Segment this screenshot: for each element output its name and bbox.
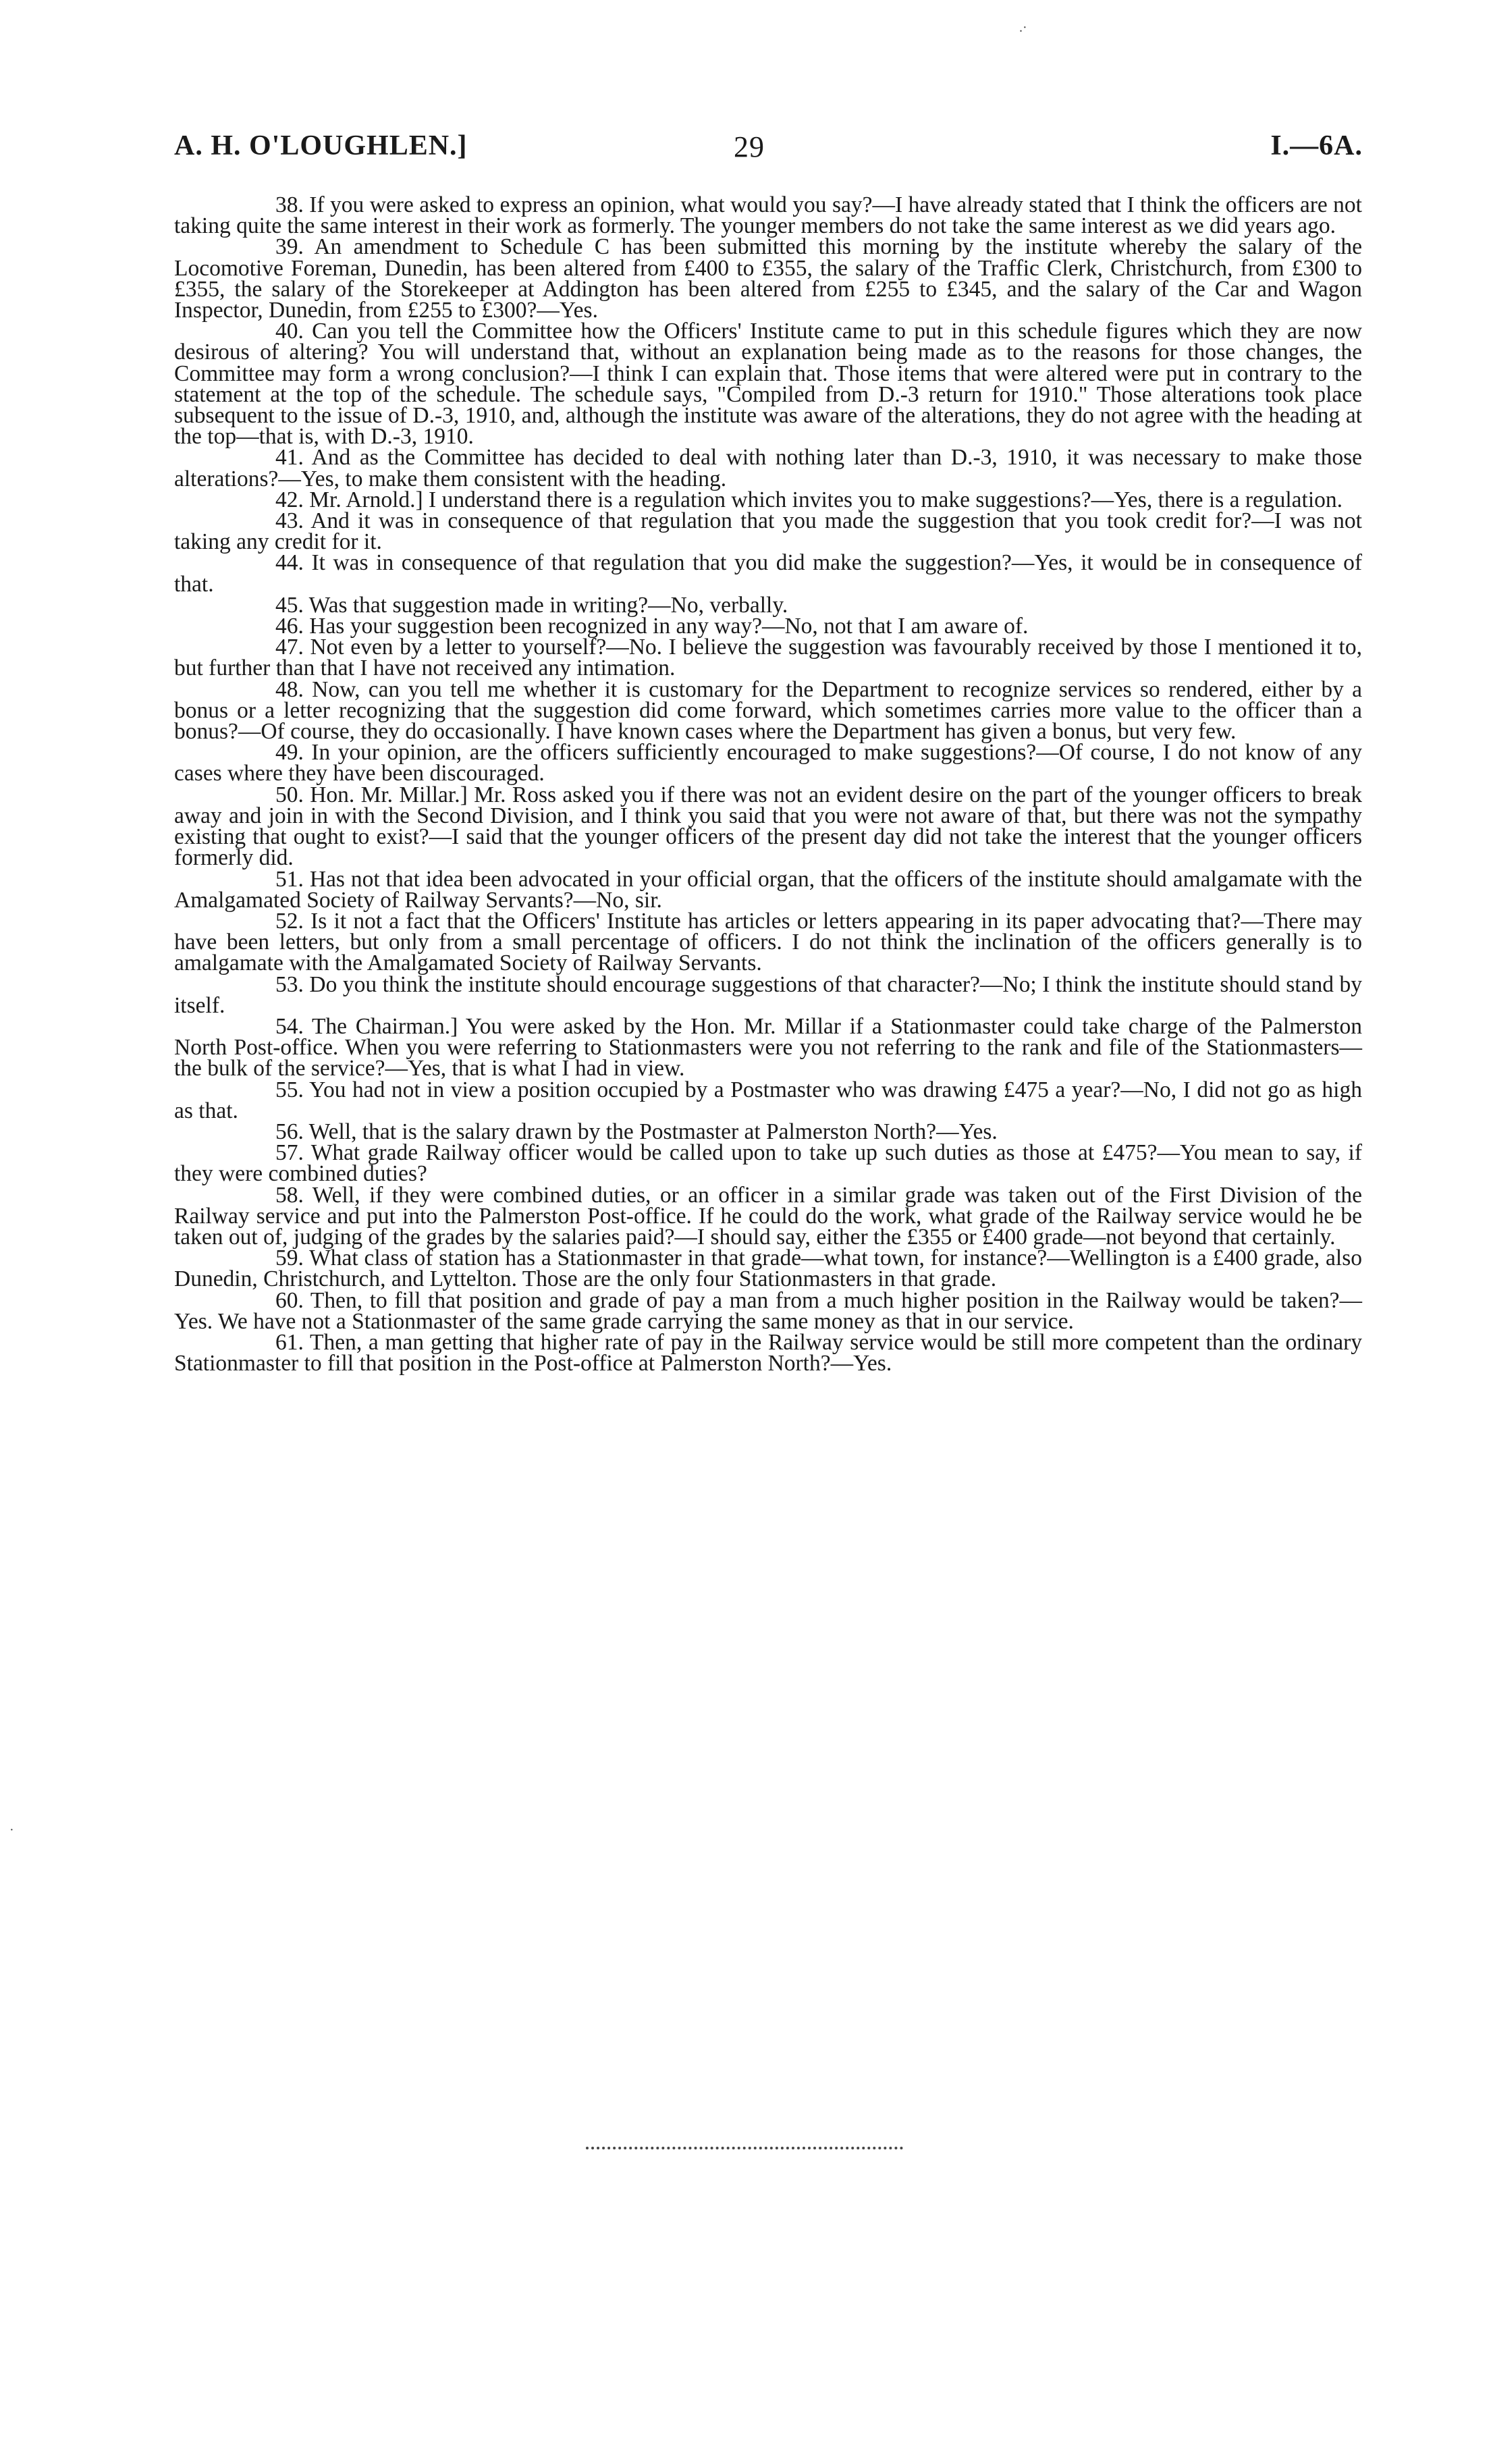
paragraph-44: 44. It was in consequence of that regulation that you did make the suggestion?—Yes, it would be in consequence of that.: [174, 550, 1362, 597]
paragraph-56: 56. Well, that is the salary drawn by the Postmaster at Palmerston North?—Yes.: [275, 1119, 998, 1144]
paragraph-42: 42. Mr. Arnold.] I understand there is a regulation which invites you to make suggestions?—Yes, there is a regulation.: [275, 487, 1343, 512]
paragraph-40: 40. Can you tell the Committee how the Officers' Institute came to put in this schedule figures which they are now desirous of altering? You will understand that, without an explanation being made as to the reasons for those changes, the Committee may form a wrong conclusion?—I think I can explain that. Those items that were altered were put in contrary to the statement at the top of the schedule. The schedule says, "Compiled from D.-3 return for 1910." Those alterations took place subsequent to the issue of D.-3, 1910, and, although the institute was aware of the alterations, they do not agree with the heading at the top—that is, with D.-3, 1910.: [174, 319, 1362, 450]
paragraph-38: 38. If you were asked to express an opinion, what would you say?—I have already stated that I think the officers are not taking quite the same interest in their work as formerly. The younger members do not take the same interest as we did years ago.: [174, 192, 1362, 239]
closing-dotted-rule: [586, 2147, 903, 2149]
paragraph-52: 52. Is it not a fact that the Officers' Institute has articles or letters appearing in its paper advocating that?—There may have been letters, but only from a small percentage of officers. I do not think the inclination of the officers generally is to amalgamate with the Amalgamated Society of Railway Servants.: [174, 908, 1362, 976]
paragraph-47: 47. Not even by a letter to yourself?—No. I believe the suggestion was favourably received by those I mentioned it to, but further than that I have not received any intimation.: [174, 635, 1362, 681]
paragraph-53: 53. Do you think the institute should encourage suggestions of that character?—No; I think the institute should stand by itself.: [174, 971, 1362, 1018]
paragraph-39: 39. An amendment to Schedule C has been submitted this morning by the institute whereby the salary of the Locomotive Foreman, Dunedin, has been altered from £400 to £355, the salary of the Traffic Clerk, Christchurch, from £300 to £355, the salary of the Storekeeper at Addington has been altered from £255 to £345, and the salary of the Car and Wagon Inspector, Dunedin, from £255 to £300?—Yes.: [174, 234, 1362, 323]
header-paper-reference: I.—6A.: [1270, 130, 1363, 161]
paragraph-55: 55. You had not in view a position occupied by a Postmaster who was drawing £475 a year?—No, I did not go as high as that.: [174, 1077, 1362, 1123]
paragraph-51: 51. Has not that idea been advocated in your official organ, that the officers of the institute should amalgamate with the Amalgamated Society of Railway Servants?—No, sir.: [174, 866, 1362, 913]
paragraph-59: 59. What class of station has a Stationmaster in that grade—what town, for instance?—Wellington is a £400 grade, also Dunedin, Christchurch, and Lyttelton. Those are the only four Stationmasters in that grade.: [174, 1246, 1362, 1292]
paragraph-61: 61. Then, a man getting that higher rate of pay in the Railway service would be still more competent than the ordinary Stationmaster to fill that position in the Post-office at Palmerston North?—Yes.: [174, 1329, 1362, 1376]
scan-speck: .·: [1019, 20, 1027, 35]
paragraph-49: 49. In your opinion, are the officers sufficiently encouraged to make suggestions?—Of course, I do not know of any cases where they have been discouraged.: [174, 740, 1362, 786]
scan-speck: ·: [9, 1823, 14, 1838]
paragraph-54: 54. The Chairman.] You were asked by the Hon. Mr. Millar if a Stationmaster could take charge of the Palmerston North Post-office. When you were referring to Stationmasters were you not referring to the rank and file of the Stationmasters—the bulk of the service?—Yes, that is what I had in view.: [174, 1013, 1362, 1081]
paragraph-45: 45. Was that suggestion made in writing?—No, verbally.: [275, 592, 788, 618]
evidence-body: [174, 194, 1362, 1374]
page-number: 29: [734, 130, 765, 163]
paragraph-43: 43. And it was in consequence of that regulation that you made the suggestion that you took credit for?—I was not taking any credit for it.: [174, 508, 1362, 555]
paragraph-60: 60. Then, to fill that position and grade of pay a man from a much higher position in the Railway would be taken?—Yes. We have not a Stationmaster of the same grade carrying the same money as that in our service.: [174, 1287, 1362, 1334]
header-witness-name: A. H. O'LOUGHLEN.]: [174, 130, 468, 161]
paragraph-48: 48. Now, can you tell me whether it is customary for the Department to recognize services so rendered, either by a bonus or a letter recognizing that the suggestion did come forward, which sometimes carries more value to the officer than a bonus?—Of course, they do occasionally. I have known cases where the Department has given a bonus, but very few.: [174, 676, 1362, 745]
paragraph-41: 41. And as the Committee has decided to deal with nothing later than D.-3, 1910, it was necessary to make those alterations?—Yes, to make them consistent with the heading.: [174, 445, 1362, 491]
paragraph-57: 57. What grade Railway officer would be called upon to take up such duties as those at £475?—You mean to say, if they were combined duties?: [174, 1140, 1362, 1187]
paragraph-58: 58. Well, if they were combined duties, or an officer in a similar grade was taken out of the First Division of the Railway service and put into the Palmerston Post-office. If he could do the work, what grade of the Railway service would he be taken out of, judging of the grades by the salaries paid?—I should say, either the £355 or £400 grade—not beyond that certainly.: [174, 1182, 1362, 1250]
paragraph-50: 50. Hon. Mr. Millar.] Mr. Ross asked you if there was not an evident desire on the part of the younger officers to break away and join in with the Second Division, and I think you said that you were not aware of that, but there was not the sympathy existing that ought to exist?—I said that the younger officers of the present day did not take the interest that the younger officers formerly did.: [174, 782, 1362, 871]
paragraph-46: 46. Has your suggestion been recognized in any way?—No, not that I am aware of.: [275, 614, 1029, 639]
